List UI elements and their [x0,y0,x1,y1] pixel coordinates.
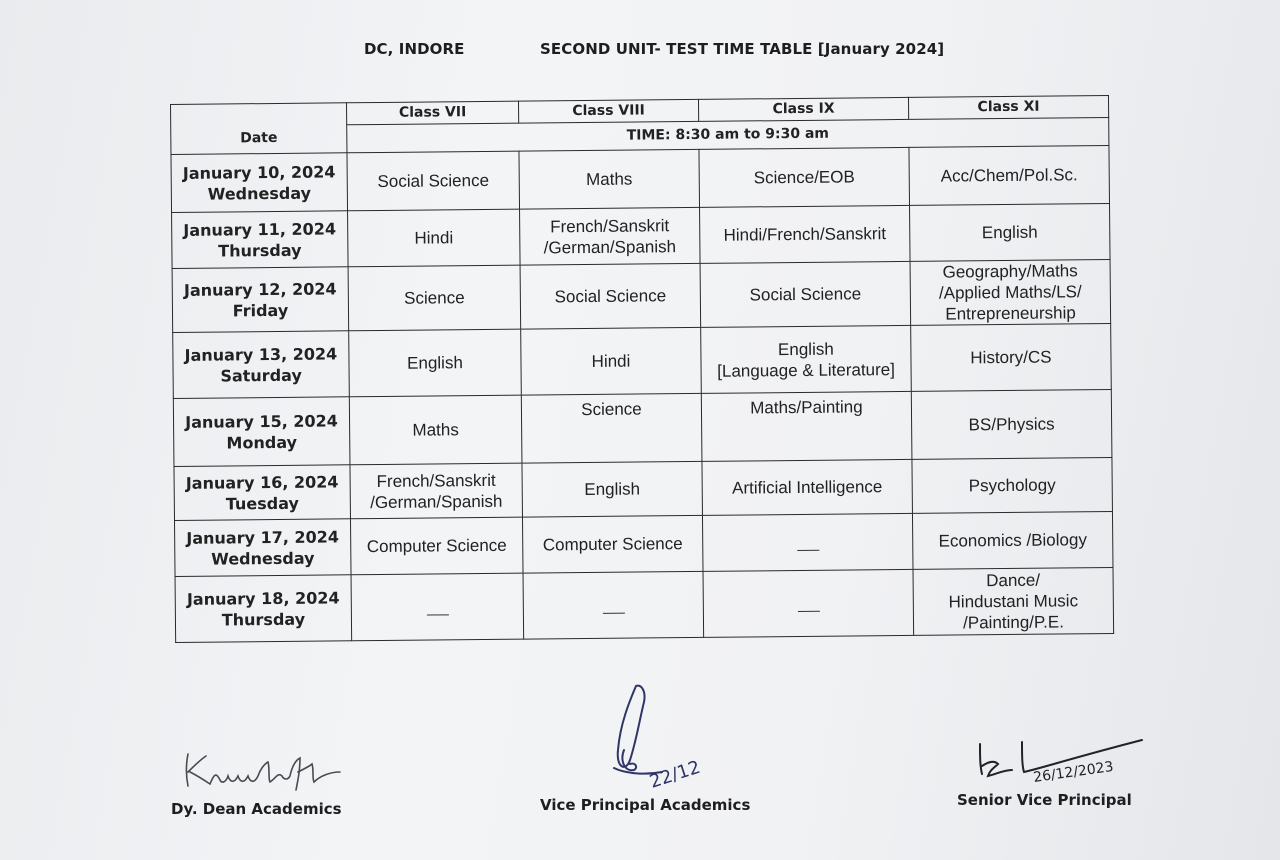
day-text: Thursday [221,609,306,630]
school-name: DC, INDORE [364,40,465,58]
date-text: January 18, 2024 [186,587,340,609]
class-xi-subject: English [910,203,1111,261]
class-ix-subject: Social Science [700,261,911,327]
date-text: January 16, 2024 [185,471,339,493]
table-row [174,511,1112,576]
empty-dash [426,614,448,615]
class-viii-subject [520,207,701,265]
vice-principal-date: 22/12 [647,756,703,793]
class-vii-subject: Science [348,265,521,331]
vice-principal-signature [600,680,730,795]
class-viii-subject: Hindi [521,327,702,395]
class-xi-subject [913,567,1114,635]
class-xi-subject: Acc/Chem/Pol.Sc. [909,145,1110,205]
senior-vice-principal-title: Senior Vice Principal [957,791,1132,809]
class-viii-subject: English [522,461,703,517]
empty-dash [602,613,624,614]
class-ix-subject: Science/EOB [699,147,910,207]
class-vii-subject [350,463,523,519]
day-text: Tuesday [225,493,299,513]
date-cell [173,331,350,399]
class-ix-subject: Maths/Painting [701,391,912,461]
date-cell [172,267,349,333]
date-cell [173,397,350,467]
class-ix-header: Class IX [698,97,908,121]
class-viii-subject: Science [521,393,702,463]
date-cell [174,465,351,521]
table-row [174,457,1112,520]
class-xi-subject: BS/Physics [911,389,1112,459]
date-text: January 13, 2024 [184,343,338,365]
class-xi-subject: Economics /Biology [912,511,1113,569]
day-text: Wednesday [211,548,315,569]
date-text: January 11, 2024 [183,218,337,240]
senior-vice-principal-signature [972,736,1152,788]
subject-line: Entrepreneurship [945,303,1076,324]
table-row [175,567,1114,642]
subject-line: /Applied Maths/LS/ [938,282,1082,303]
class-viii-subject: Maths [519,149,700,209]
dean-title: Dy. Dean Academics [171,800,342,818]
class-xi-subject [910,259,1111,325]
class-ix-subject: Artificial Intelligence [702,459,913,515]
table-row [172,259,1111,332]
exam-time: TIME: 8:30 am to 9:30 am [347,117,1109,152]
subject-line: Dance/ [986,570,1041,591]
class-ix-subject [701,325,912,393]
date-text: January 10, 2024 [182,161,336,183]
class-xi-header: Class XI [908,95,1108,119]
vice-principal-title: Vice Principal Academics [540,796,751,814]
date-cell [174,519,351,577]
table-row [171,145,1110,212]
table-row [173,389,1112,466]
timetable [170,95,1114,643]
date-cell [175,575,352,643]
date-text: January 12, 2024 [183,278,337,300]
date-cell [171,153,348,213]
class-vii-subject: Hindi [348,209,521,267]
class-vii-subject [351,573,524,641]
empty-dash [797,550,819,551]
subject-line: /German/Spanish [370,491,503,512]
class-viii-subject [523,571,704,639]
day-text: Saturday [220,365,302,386]
class-xi-subject: Psychology [912,457,1113,513]
subject-line: [Language & Literature] [717,359,896,381]
subject-line: /German/Spanish [543,236,677,257]
date-text: January 15, 2024 [185,410,338,432]
class-vii-header: Class VII [346,101,518,125]
senior-vice-principal-date: 26/12/2023 [1032,758,1115,786]
class-vii-subject: English [349,329,522,397]
class-viii-header: Class VIII [518,99,698,123]
document-title: SECOND UNIT- TEST TIME TABLE [January 2024] [540,40,945,58]
day-text: Thursday [218,240,302,261]
day-text: Wednesday [207,183,312,204]
day-text: Friday [232,300,289,320]
date-cell [172,211,349,269]
subject-line: /Painting/P.E. [963,612,1065,633]
class-viii-subject: Computer Science [522,515,703,573]
subject-line: Hindustani Music [948,591,1079,612]
class-ix-subject: Hindi/French/Sanskrit [700,205,911,263]
empty-dash [797,611,819,612]
class-vii-subject: Maths [349,395,522,465]
dean-signature [180,742,350,798]
subject-line: Geography/Maths [942,261,1078,282]
subject-line: French/Sanskrit [376,470,496,491]
day-text: Monday [226,432,298,452]
class-viii-subject: Social Science [520,263,701,329]
class-vii-subject: Computer Science [350,517,523,575]
class-ix-subject [702,513,913,571]
date-text: January 17, 2024 [186,526,340,548]
table-row [173,323,1112,398]
class-xi-subject: History/CS [911,323,1112,391]
table-row [172,203,1110,268]
subject-line: French/Sanskrit [550,215,670,236]
subject-line: English [777,339,834,359]
date-header: Date [171,103,347,155]
class-vii-subject: Social Science [347,151,520,211]
class-ix-subject [703,569,914,637]
